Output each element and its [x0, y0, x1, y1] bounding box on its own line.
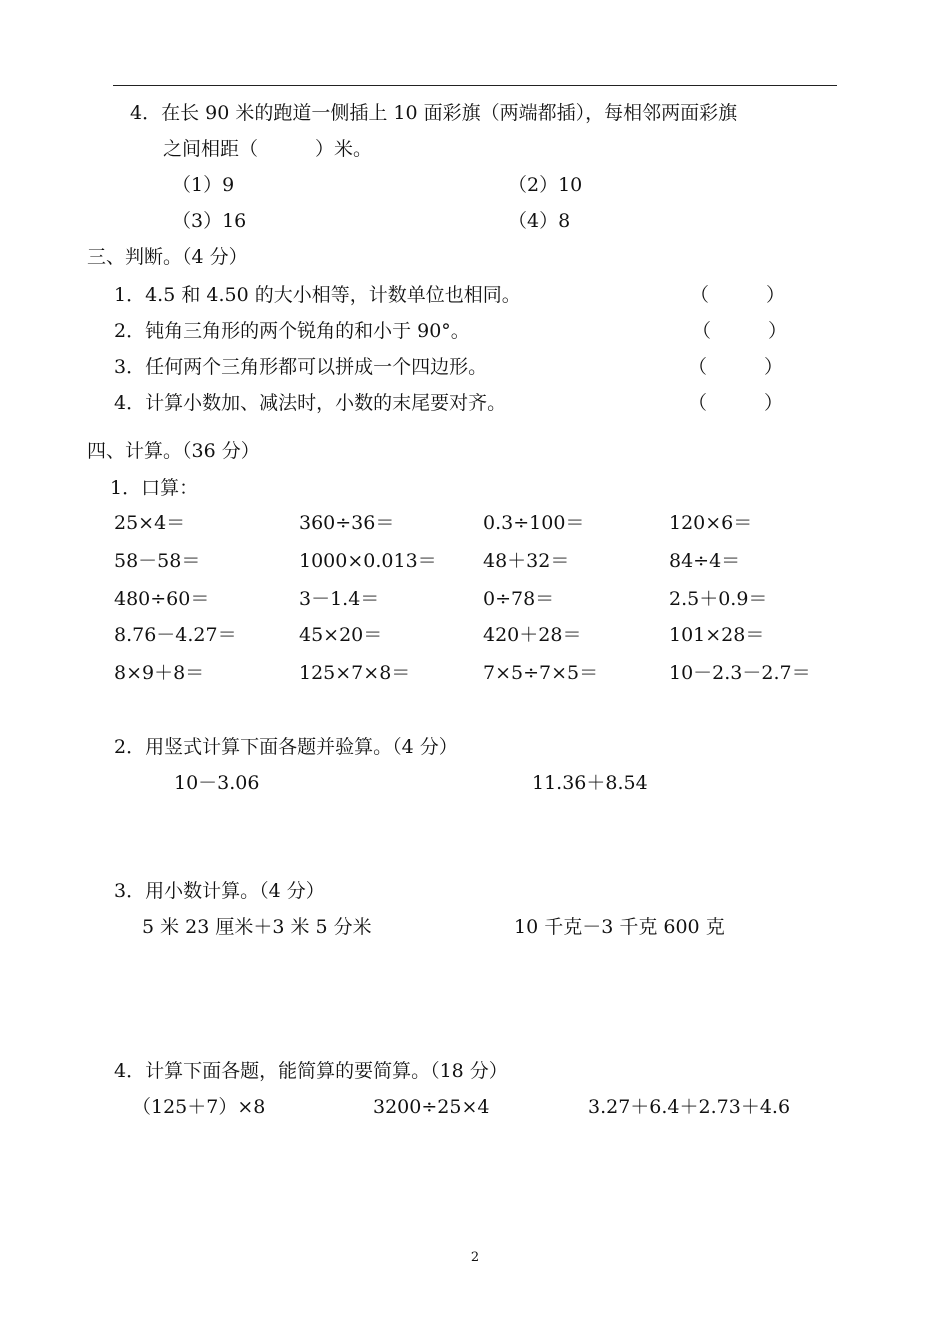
simplify-problem-2: 3200÷25×4 [373, 1096, 490, 1118]
oral-problem: 0÷78＝ [483, 588, 555, 610]
oral-problem: 125×7×8＝ [299, 662, 411, 684]
q4-option-2: （2）10 [508, 174, 583, 196]
oral-problem: 420＋28＝ [483, 624, 582, 646]
oral-problem: 120×6＝ [669, 512, 753, 534]
q4-option-1: （1）9 [172, 174, 235, 196]
decimal-calc-title: 3．用小数计算。（4 分） [114, 880, 325, 902]
oral-problem: 45×20＝ [299, 624, 383, 646]
q4-stem-line2: 之间相距（ ）米。 [163, 138, 373, 160]
judge-answer-blank-1: （ ） [690, 284, 786, 306]
oral-problem: 7×5÷7×5＝ [483, 662, 599, 684]
judge-item-4: 4．计算小数加、减法时，小数的末尾要对齐。 [114, 392, 507, 414]
judge-answer-blank-4: （ ） [688, 392, 784, 414]
q4-stem-line1: 4．在长 90 米的跑道一侧插上 10 面彩旗（两端都插），每相邻两面彩旗 [130, 102, 738, 124]
oral-problem: 8×9＋8＝ [114, 662, 205, 684]
oral-problem: 8.76－4.27＝ [114, 624, 237, 646]
oral-problem: 101×28＝ [669, 624, 765, 646]
oral-problem: 480÷60＝ [114, 588, 210, 610]
vertical-problem-1: 10－3.06 [174, 772, 260, 794]
q4-option-4: （4）8 [508, 210, 571, 232]
section4-title: 四、计算。（36 分） [87, 440, 260, 462]
page-number: 2 [470, 1250, 480, 1265]
decimal-problem-2: 10 千克－3 千克 600 克 [514, 916, 725, 938]
oral-problem: 3－1.4＝ [299, 588, 380, 610]
judge-answer-blank-2: （ ） [692, 320, 788, 342]
simplify-problem-3: 3.27＋6.4＋2.73＋4.6 [588, 1096, 791, 1118]
oral-problem: 48＋32＝ [483, 550, 570, 572]
simplify-problem-1: （125＋7）×8 [132, 1096, 266, 1118]
oral-problem: 58－58＝ [114, 550, 201, 572]
judge-answer-blank-3: （ ） [688, 356, 784, 378]
oral-problem: 360÷36＝ [299, 512, 395, 534]
oral-problem: 84÷4＝ [669, 550, 741, 572]
header-rule [113, 85, 837, 86]
oral-problem: 25×4＝ [114, 512, 186, 534]
oral-calc-title: 1．口算： [110, 477, 199, 499]
simplify-calc-title: 4．计算下面各题，能简算的要简算。（18 分） [114, 1060, 508, 1082]
judge-item-3: 3．任何两个三角形都可以拼成一个四边形。 [114, 356, 488, 378]
vertical-problem-2: 11.36＋8.54 [532, 772, 648, 794]
judge-item-1: 1．4.5 和 4.50 的大小相等，计数单位也相同。 [114, 284, 521, 306]
oral-problem: 10－2.3－2.7＝ [669, 662, 811, 684]
oral-problem: 1000×0.013＝ [299, 550, 437, 572]
oral-problem: 0.3÷100＝ [483, 512, 585, 534]
section3-title: 三、判断。（4 分） [87, 246, 248, 268]
decimal-problem-1: 5 米 23 厘米＋3 米 5 分米 [142, 916, 372, 938]
q4-option-3: （3）16 [172, 210, 247, 232]
judge-item-2: 2．钝角三角形的两个锐角的和小于 90°。 [114, 320, 470, 342]
oral-problem: 2.5＋0.9＝ [669, 588, 768, 610]
vertical-calc-title: 2．用竖式计算下面各题并验算。（4 分） [114, 736, 458, 758]
